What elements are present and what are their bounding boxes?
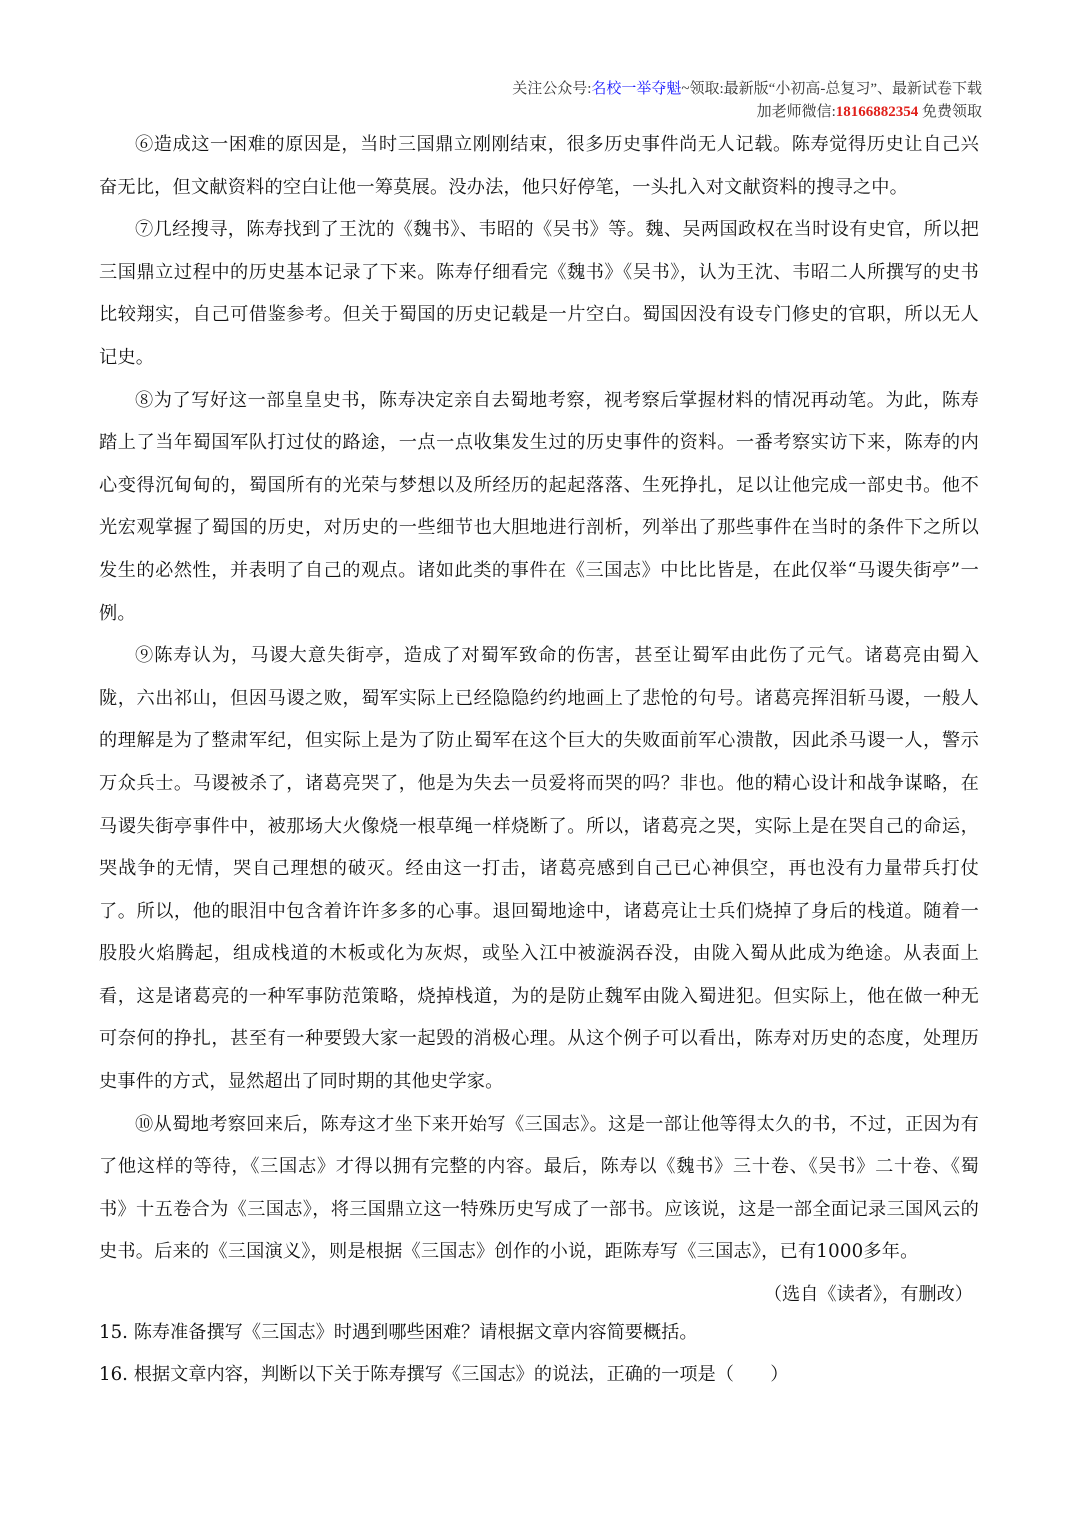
promo-suffix: ~领取:最新版“小初高-总复习”、最新试卷下载 — [681, 81, 982, 97]
paragraph-7: ⑦几经搜寻，陈寿找到了王沈的《魏书》、韦昭的《吴书》等。魏、吴两国政权在当时设有史官，所以把三国鼎立过程中的历史基本记录了下来。陈寿仔细看完《魏书》《吴书》，认为王沈、韦昭二人所撰写的史书比较翔实，自己可借鉴参考。但关于蜀国的历史记载是一片空白。蜀国因没有设专门修史的官职，所以无人记史。 — [99, 219, 979, 368]
article-source: （选自《读者》，有删改） — [763, 1284, 973, 1306]
promo-line-1 — [512, 78, 982, 101]
promo-line-2 — [512, 101, 982, 124]
promo-prefix: 关注公众号: — [512, 81, 592, 97]
paragraph-8: ⑧为了写好这一部皇皇史书，陈寿决定亲自去蜀地考察，视考察后掌握材料的情况再动笔。为此，陈寿踏上了当年蜀国军队打过仗的路途，一点一点收集发生过的历史事件的资料。一番考察实访下来，陈寿的内心变得沉甸甸的，蜀国所有的光荣与梦想以及所经历的起起落落、生死挣扎，足以让他完成一部史书。他不光宏观掌握了蜀国的历史，对历史的一些细节也大胆地进行剖析，列举出了那些事件在当时的条件下之所以发生的必然性，并表明了自己的观点。诸如此类的事件在《三国志》中比比皆是，在此仅举“马谡失街亭”一例。 — [99, 389, 979, 624]
wechat-suffix: 免费领取 — [918, 104, 982, 120]
wechat-prefix: 加老师微信: — [756, 104, 836, 120]
promo-header — [512, 78, 982, 124]
paragraph-9: ⑨陈寿认为，马谡大意失街亭，造成了对蜀军致命的伤害，甚至让蜀军由此伤了元气。诸葛亮由蜀入陇，六出祁山，但因马谡之败，蜀军实际上已经隐隐约约地画上了悲怆的句号。诸葛亮挥泪斩马谡，一般人的理解是为了整肃军纪，但实际上是为了防止蜀军在这个巨大的失败面前军心溃散，因此杀马谡一人，警示万众兵士。马谡被杀了，诸葛亮哭了，他是为失去一员爱将而哭的吗？非也。他的精心设计和战争谋略，在马谡失街亭事件中，被那场大火像烧一根草绳一样烧断了。所以，诸葛亮之哭，实际上是在哭自己的命运，哭战争的无情，哭自己理想的破灭。经由这一打击，诸葛亮感到自己已心神俱空，再也没有力量带兵打仗了。所以，他的眼泪中包含着许许多多的心事。退回蜀地途中，诸葛亮让士兵们烧掉了身后的栈道。随着一股股火焰腾起，组成栈道的木板或化为灰烬，或坠入江中被漩涡吞没，由陇入蜀从此成为绝途。从表面上看，这是诸葛亮的一种军事防范策略，烧掉栈道，为的是防止魏军由陇入蜀进犯。但实际上，他在做一种无可奈何的挣扎，甚至有一种要毁大家一起毁的消极心理。从这个例子可以看出，陈寿对历史的态度，处理历史事件的方式，显然超出了同时期的其他史学家。 — [99, 645, 979, 1093]
paragraph-10: ⑩从蜀地考察回来后，陈寿这才坐下来开始写《三国志》。这是一部让他等得太久的书，不过，正因为有了他这样的等待，《三国志》才得以拥有完整的内容。最后，陈寿以《魏书》三十卷、《吴书》二十卷、《蜀书》十五卷合为《三国志》，将三国鼎立这一特殊历史写成了一部书。应该说，这是一部全面记录三国风云的史书。后来的《三国演义》，则是根据《三国志》创作的小说，距陈寿写《三国志》，已有1000多年。 — [99, 1113, 979, 1263]
wechat-number: 18166882354 — [835, 104, 919, 120]
paragraph-6: ⑥造成这一困难的原因是，当时三国鼎立刚刚结束，很多历史事件尚无人记载。陈寿觉得历史让自己兴奋无比，但文献资料的空白让他一筹莫展。没办法，他只好停笔，一头扎入对文献资料的搜寻之中。 — [99, 134, 979, 198]
account-name: 名校一举夺魁 — [591, 81, 682, 97]
article-body — [99, 124, 979, 1316]
question-16: 16. 根据文章内容，判断以下关于陈寿撰写《三国志》的说法，正确的一项是（ ） — [99, 1364, 789, 1385]
question-15: 15. 陈寿准备撰写《三国志》时遇到哪些困难？请根据文章内容简要概括。 — [99, 1322, 698, 1343]
